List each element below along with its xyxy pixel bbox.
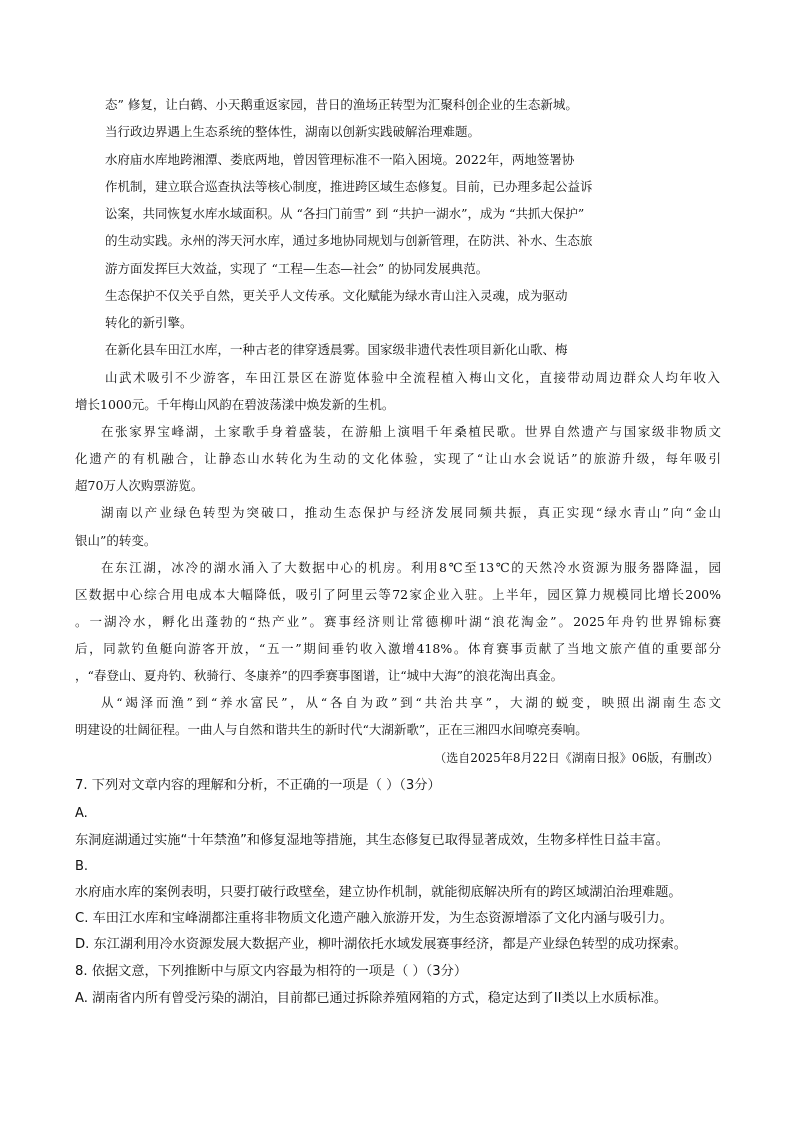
article-line: ，“春登山、夏舟钓、秋骑行、冬康养”的四季赛事图谱，让“城中大海”的浪花淘出真金。 xyxy=(75,668,564,683)
q7-option-a-text: 东洞庭湖通过实施“十年禁渔”和修复湿地等措施，其生态修复已取得显著成效，生物多样性日益丰富。 xyxy=(75,833,669,848)
article-line: 当行政边界遇上生态系统的整体性，湖南以创新实践破解治理难题。 xyxy=(105,124,481,139)
q7-option-d: D. 东江湖利用冷水资源发展大数据产业，柳叶湖依托水域发展赛事经济，都是产业绿色转型的成功探索。 xyxy=(75,937,687,952)
article-line: 增长1000元。千年梅山风韵在碧波荡漾中焕发新的生机。 xyxy=(75,397,395,412)
article-source: （选自2025年8月22日《湖南日报》06版，有删改） xyxy=(434,751,719,765)
article-line: 水府庙水库地跨湘潭、娄底两地，曾因管理标准不一陷入困境。2022年，两地签署协 xyxy=(105,152,575,167)
question-8-stem: 8. 依据文意，下列推断中与原文内容最为相符的一项是（ ）（3分） xyxy=(75,964,468,979)
article-line: 。一湖冷水，孵化出蓬勃的“热产业”。赛事经济则让常德柳叶湖“浪花淘金”。2025年舟钓世界锦标赛 xyxy=(75,614,721,629)
article-line: 游方面发挥巨大效益，实现了 “工程—生态—社会” 的协同发展典范。 xyxy=(105,261,489,276)
article-line: 区数据中心综合用电成本大幅降低，吸引了阿里云等72家企业入驻。上半年，园区算力规模同比增长200% xyxy=(75,587,721,602)
q8-option-a: A. 湖南省内所有曾受污染的湖泊，目前都已通过拆除养殖网箱的方式，稳定达到了II类以上水质标准。 xyxy=(75,991,668,1006)
q7-option-c: C. 车田江水库和宝峰湖都注重将非物质文化遗产融入旅游开发，为生态资源增添了文化内涵与吸引力。 xyxy=(75,911,673,926)
article-line: 化遗产的有机融合，让静态山水转化为生动的文化体验，实现了“让山水会说话”的旅游升级，每年吸引 xyxy=(75,451,721,466)
article-line: 在张家界宝峰湖，土家歌手身着盛装，在游船上演唱千年桑植民歌。世界自然遗产与国家级非物质文 xyxy=(101,424,721,439)
q7-option-b-text: 水府庙水库的案例表明，只要打破行政壁垒，建立协作机制，就能彻底解决所有的跨区域湖泊治理难题。 xyxy=(75,885,682,900)
article-line: 在东江湖，冰冷的湖水涌入了大数据中心的机房。利用8℃至13℃的天然冷水资源为服务器降温，园 xyxy=(101,560,721,575)
q7-option-b-label: B. xyxy=(75,859,89,874)
article-line: 明建设的壮阔征程。一曲人与自然和谐共生的新时代“大湖新歌”，正在三湘四水间嘹亮奏响。 xyxy=(75,722,588,737)
article-line: 湖南以产业绿色转型为突破口，推动生态保护与经济发展同频共振，真正实现“绿水青山”向“金山 xyxy=(101,505,721,520)
article-line: 讼案，共同恢复水库水域面积。从 “各扫门前雪” 到 “共护一湖水”，成为 “共抓大保护” xyxy=(105,206,585,221)
article-line: 生态保护不仅关乎自然，更关乎人文传承。文化赋能为绿水青山注入灵魂，成为驱动 xyxy=(105,288,568,303)
article-line: 态” 修复，让白鹤、小天鹅重返家园，昔日的渔场正转型为汇聚科创企业的生态新城。 xyxy=(105,97,578,112)
article-line: 转化的新引擎。 xyxy=(105,315,193,330)
article-line: 作机制，建立联合巡查执法等核心制度，推进跨区域生态修复。目前，已办理多起公益诉 xyxy=(105,179,593,194)
q7-option-a-label: A. xyxy=(75,806,88,821)
article-line: 银山”的转变。 xyxy=(75,533,157,548)
article-line: 山武术吸引不少游客，车田江景区在游览体验中全流程植入梅山文化，直接带动周边群众人均年收入 xyxy=(105,370,720,385)
article-line: 在新化县车田江水库，一种古老的律穿透晨雾。国家级非遗代表性项目新化山歌、梅 xyxy=(105,342,568,357)
article-line: 的生动实践。永州的涔天河水库，通过多地协同规划与创新管理，在防洪、补水、生态旅 xyxy=(105,233,593,248)
article-line: 后，同款钓鱼艇向游客开放，“五一”期间垂钓收入激增418%。体育赛事贡献了当地文旅产值的重要部分 xyxy=(75,641,721,656)
article-line: 从“竭泽而渔”到“养水富民”，从“各自为政”到“共治共享”，大湖的蜕变，映照出湖南生态文 xyxy=(101,695,721,710)
article-line: 超70万人次购票游览。 xyxy=(75,478,204,493)
question-7-stem: 7. 下列对文章内容的理解和分析，不正确的一项是（ ）（3分） xyxy=(75,778,441,793)
